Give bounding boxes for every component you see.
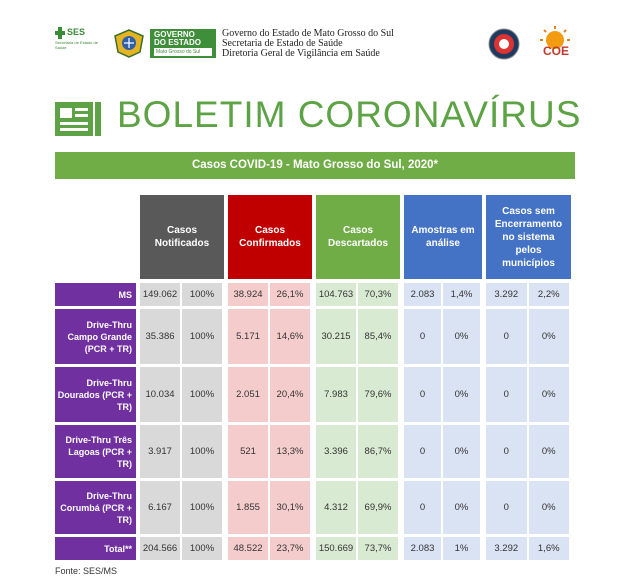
table-cell-count: 3.917 [140,425,180,478]
table-cell-count: 2.083 [404,537,441,560]
table-cell-percent: 69,9% [358,481,398,534]
coe-logo [535,24,575,64]
table-cell-percent: 85,4% [358,309,398,364]
row-label: Drive-Thru Três Lagoas (PCR + TR) [55,425,136,478]
table-cell-count: 521 [228,425,268,478]
table-cell-count: 2.083 [404,283,441,306]
table-cell-percent: 100% [182,283,222,306]
row-label: MS [55,283,136,306]
table-cell-count: 30.215 [316,309,356,364]
table-cell-percent: 2,2% [529,283,570,306]
table-cell-percent: 0% [443,425,480,478]
table-cell-percent: 70,3% [358,283,398,306]
table-cell-percent: 30,1% [270,481,310,534]
table-cell-count: 3.292 [486,537,527,560]
ses-mark-icon [55,27,65,39]
table-cell-count: 104.763 [316,283,356,306]
table-cell-percent: 0% [529,481,570,534]
bulletin-document-icon [55,98,101,136]
table-cell-percent: 79,6% [358,367,398,422]
table-banner: Casos COVID-19 - Mato Grosso do Sul, 2020* [55,152,575,179]
ses-logo [55,27,105,57]
row-label: Drive-Thru Dourados (PCR + TR) [55,367,136,422]
table-cell-percent: 0% [529,367,570,422]
table-cell-percent: 86,7% [358,425,398,478]
table-cell-count: 2.051 [228,367,268,422]
table-cell-count: 5.171 [228,309,268,364]
table-cell-count: 0 [404,309,441,364]
table-cell-percent: 1,6% [529,537,570,560]
table-cell-count: 204.566 [140,537,180,560]
table-cell-count: 0 [486,481,527,534]
table-cell-count: 0 [486,309,527,364]
table-cell-count: 38.924 [228,283,268,306]
table-cell-percent: 100% [182,425,222,478]
table-cell-count: 6.167 [140,481,180,534]
column-header: Amostras em análise [404,195,482,279]
header-line-2: Secretaria de Estado de Saúde [222,38,343,49]
gov-logo-line3: Mato Grosso do Sul [154,48,212,56]
row-label: Drive-Thru Corumbá (PCR + TR) [55,481,136,534]
table-cell-count: 0 [404,425,441,478]
header [0,0,623,80]
gov-logo-line2: DO ESTADO [154,38,201,47]
table-cell-count: 48.522 [228,537,268,560]
health-surveillance-seal-icon [488,28,520,60]
coe-logo-text: COE [543,44,570,58]
column-header: Casos Confirmados [228,195,312,279]
table-cell-count: 0 [404,481,441,534]
column-header: Casos sem Encerramento no sistema pelos municípios [486,195,571,279]
column-header: Casos Notificados [140,195,224,279]
row-label: Drive-Thru Campo Grande (PCR + TR) [55,309,136,364]
table-cell-percent: 23,7% [270,537,310,560]
table-cell-percent: 14,6% [270,309,310,364]
table-cell-percent: 0% [443,481,480,534]
table-cell-count: 3.396 [316,425,356,478]
table-cell-count: 35.386 [140,309,180,364]
table-cell-percent: 100% [182,481,222,534]
table-cell-count: 149.062 [140,283,180,306]
table-cell-percent: 73,7% [358,537,398,560]
table-cell-count: 1.855 [228,481,268,534]
table-cell-percent: 0% [529,425,570,478]
table-cell-percent: 100% [182,367,222,422]
source-note: Fonte: SES/MS [55,566,118,576]
government-logo [150,29,216,58]
table-cell-percent: 26,1% [270,283,310,306]
table-cell-percent: 0% [443,309,480,364]
table-cell-count: 10.034 [140,367,180,422]
row-label: Total** [55,537,136,560]
table-cell-count: 3.292 [486,283,527,306]
table-cell-percent: 100% [182,537,222,560]
table-cell-count: 0 [486,367,527,422]
table-cell-percent: 1,4% [443,283,480,306]
table-cell-percent: 1% [443,537,480,560]
table-cell-count: 0 [404,367,441,422]
header-line-3: Diretoria Geral de Vigilância em Saúde [222,48,380,59]
page-title: BOLETIM CORONAVÍRUS [117,94,582,135]
state-crest-icon [112,28,146,58]
table-cell-count: 7.983 [316,367,356,422]
table-cell-count: 4.312 [316,481,356,534]
column-header: Casos Descartados [316,195,400,279]
ses-logo-subtitle: Secretaria de Estado de Saúde [55,40,98,50]
table-cell-percent: 20,4% [270,367,310,422]
ses-logo-text: SES [67,27,86,37]
gov-logo-line1: GOVERNO [154,30,195,39]
header-institution-lines [222,29,394,59]
table-cell-count: 0 [486,425,527,478]
header-line-1: Governo do Estado de Mato Grosso do Sul [222,28,394,39]
table-cell-percent: 100% [182,309,222,364]
bulletin-title-row [55,92,595,142]
table-cell-percent: 0% [443,367,480,422]
table-cell-percent: 0% [529,309,570,364]
table-cell-percent: 13,3% [270,425,310,478]
table-cell-count: 150.669 [316,537,356,560]
